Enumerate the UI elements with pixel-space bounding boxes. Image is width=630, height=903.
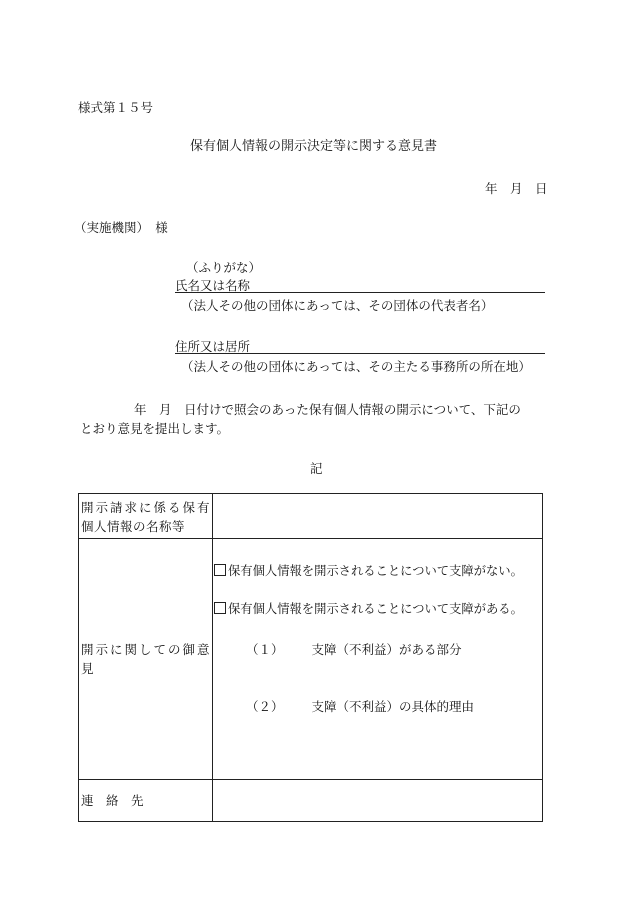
contact-value-cell[interactable]	[213, 780, 543, 822]
name-line	[175, 292, 545, 293]
subitem-2-number: （２）	[246, 699, 284, 714]
name-note: （法人その他の団体にあっては、その団体の代表者名）	[181, 298, 494, 313]
document-title: 保有個人情報の開示決定等に関する意見書	[190, 139, 438, 154]
subitem-1-number: （１）	[246, 642, 284, 657]
date-line: 年 月 日	[485, 181, 548, 196]
checkbox-icon[interactable]	[214, 602, 226, 614]
subitem-2-text: 支障（不利益）の具体的理由	[311, 699, 475, 714]
option-issue-text: 保有個人情報を開示されることについて支障がある。	[228, 602, 523, 616]
opinion-label: 開示に関しての御意見	[81, 642, 210, 676]
checkbox-icon[interactable]	[214, 564, 226, 576]
ki-heading: 記	[310, 461, 323, 476]
table-row-opinion	[79, 539, 543, 780]
table-row-document-name	[79, 494, 543, 539]
furigana-label: （ふりがな）	[186, 260, 262, 275]
name-label: 氏名又は名称	[175, 278, 251, 293]
option-no-issue-text: 保有個人情報を開示されることについて支障がない。	[228, 564, 523, 578]
opinion-table	[78, 493, 543, 822]
addressee: （実施機関） 様	[74, 220, 168, 235]
option-no-issue[interactable]	[214, 561, 523, 579]
contact-label: 連 絡 先	[81, 793, 144, 808]
body-text-line1: 年 月 日付けで照会のあった保有個人情報の開示について、下記の	[134, 402, 521, 417]
document-name-label: 開示請求に係る保有個人情報の名称等	[81, 500, 210, 534]
document-name-label-cell	[79, 494, 213, 539]
opinion-value-cell	[213, 539, 543, 780]
contact-label-cell	[79, 780, 213, 822]
document-name-value-cell[interactable]	[213, 494, 543, 539]
body-text-line2: とおり意見を提出します。	[80, 421, 230, 436]
subitem-1-text: 支障（不利益）がある部分	[311, 642, 462, 657]
table-row-contact	[79, 780, 543, 822]
address-note: （法人その他の団体にあっては、その主たる事務所の所在地）	[181, 359, 531, 374]
subitem-1	[246, 640, 462, 658]
opinion-label-cell	[79, 539, 213, 780]
option-issue[interactable]	[214, 599, 523, 617]
form-number: 様式第１５号	[78, 100, 154, 115]
address-line	[175, 353, 545, 354]
subitem-2	[246, 697, 474, 715]
address-label: 住所又は居所	[175, 339, 251, 354]
